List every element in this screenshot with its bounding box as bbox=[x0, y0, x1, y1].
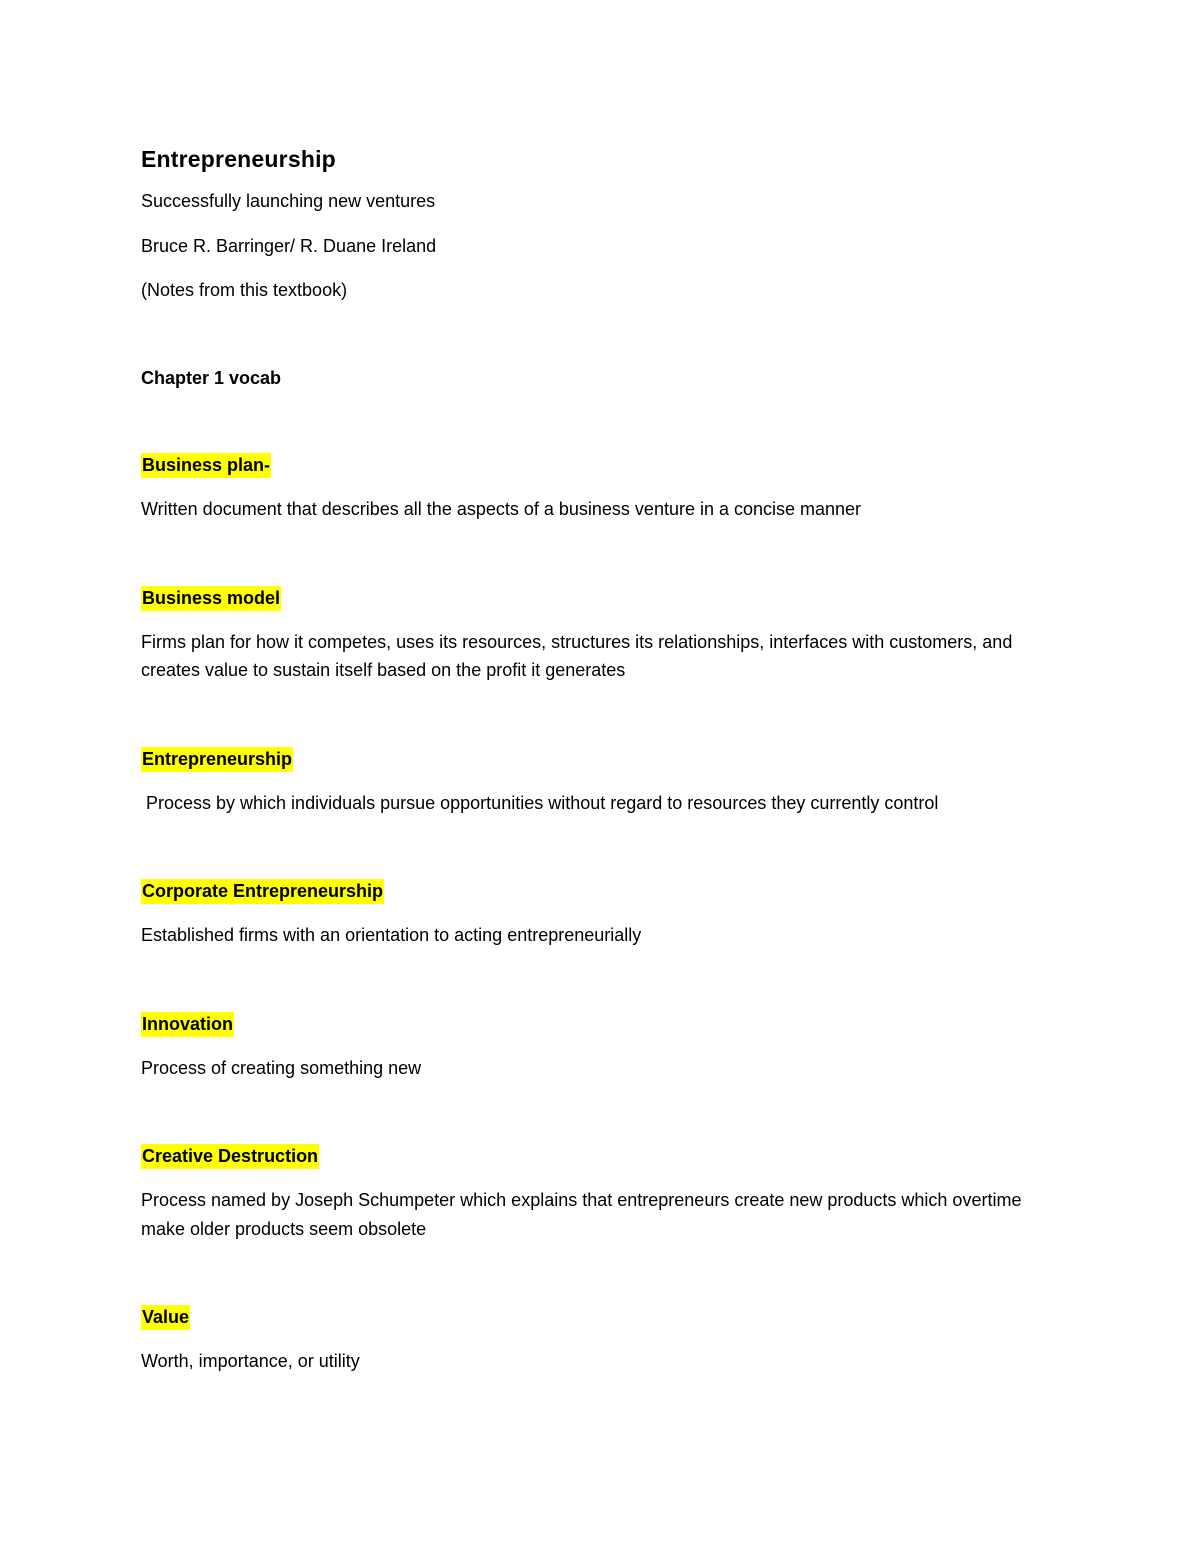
term-highlight: Entrepreneurship bbox=[141, 747, 293, 772]
document-note: (Notes from this textbook) bbox=[141, 280, 348, 300]
term-definition: Worth, importance, or utility bbox=[141, 1351, 360, 1371]
term-name bbox=[141, 586, 1041, 611]
chapter-heading: Chapter 1 vocab bbox=[141, 368, 282, 388]
vocab-term bbox=[141, 1144, 1041, 1243]
document-subtitle: Successfully launching new ventures bbox=[141, 191, 436, 211]
term-definition: Process of creating something new bbox=[141, 1057, 422, 1078]
document-authors: Bruce R. Barringer/ R. Duane Ireland bbox=[141, 236, 437, 256]
term-definition: Established firms with an orientation to acting entrepreneurially bbox=[141, 925, 642, 945]
term-highlight: Value bbox=[141, 1305, 190, 1330]
term-definition: Firms plan for how it competes, uses its resources, structures its relationships, interfaces with customers, and creates value to sustain itself based on the profit it generates bbox=[141, 631, 1013, 680]
vocab-term bbox=[141, 453, 1041, 524]
term-highlight: Corporate Entrepreneurship bbox=[141, 879, 384, 904]
document-body bbox=[141, 143, 1041, 1376]
term-name bbox=[141, 1144, 1041, 1169]
vocab-list bbox=[141, 453, 1041, 1376]
term-highlight: Business plan- bbox=[141, 453, 271, 478]
term-name bbox=[141, 747, 1041, 772]
vocab-term bbox=[141, 747, 1041, 818]
vocab-term bbox=[141, 1012, 1041, 1083]
document-title: Entrepreneurship bbox=[141, 146, 336, 172]
term-definition: Process named by Joseph Schumpeter which explains that entrepreneurs create new products which overtime make older products seem obsolete bbox=[141, 1190, 1022, 1239]
term-definition: Written document that describes all the aspects of a business venture in a concise manner bbox=[141, 499, 862, 519]
vocab-term bbox=[141, 1305, 1041, 1376]
term-definition: Process by which individuals pursue opportunities without regard to resources they currently control bbox=[146, 792, 939, 813]
vocab-term bbox=[141, 879, 1041, 950]
term-name bbox=[141, 879, 1041, 904]
term-name bbox=[141, 453, 1041, 478]
term-highlight: Business model bbox=[141, 586, 281, 611]
term-name bbox=[141, 1305, 1041, 1330]
term-highlight: Creative Destruction bbox=[141, 1144, 319, 1169]
term-highlight: Innovation bbox=[141, 1012, 234, 1037]
vocab-term bbox=[141, 586, 1041, 685]
term-name bbox=[141, 1012, 1041, 1037]
